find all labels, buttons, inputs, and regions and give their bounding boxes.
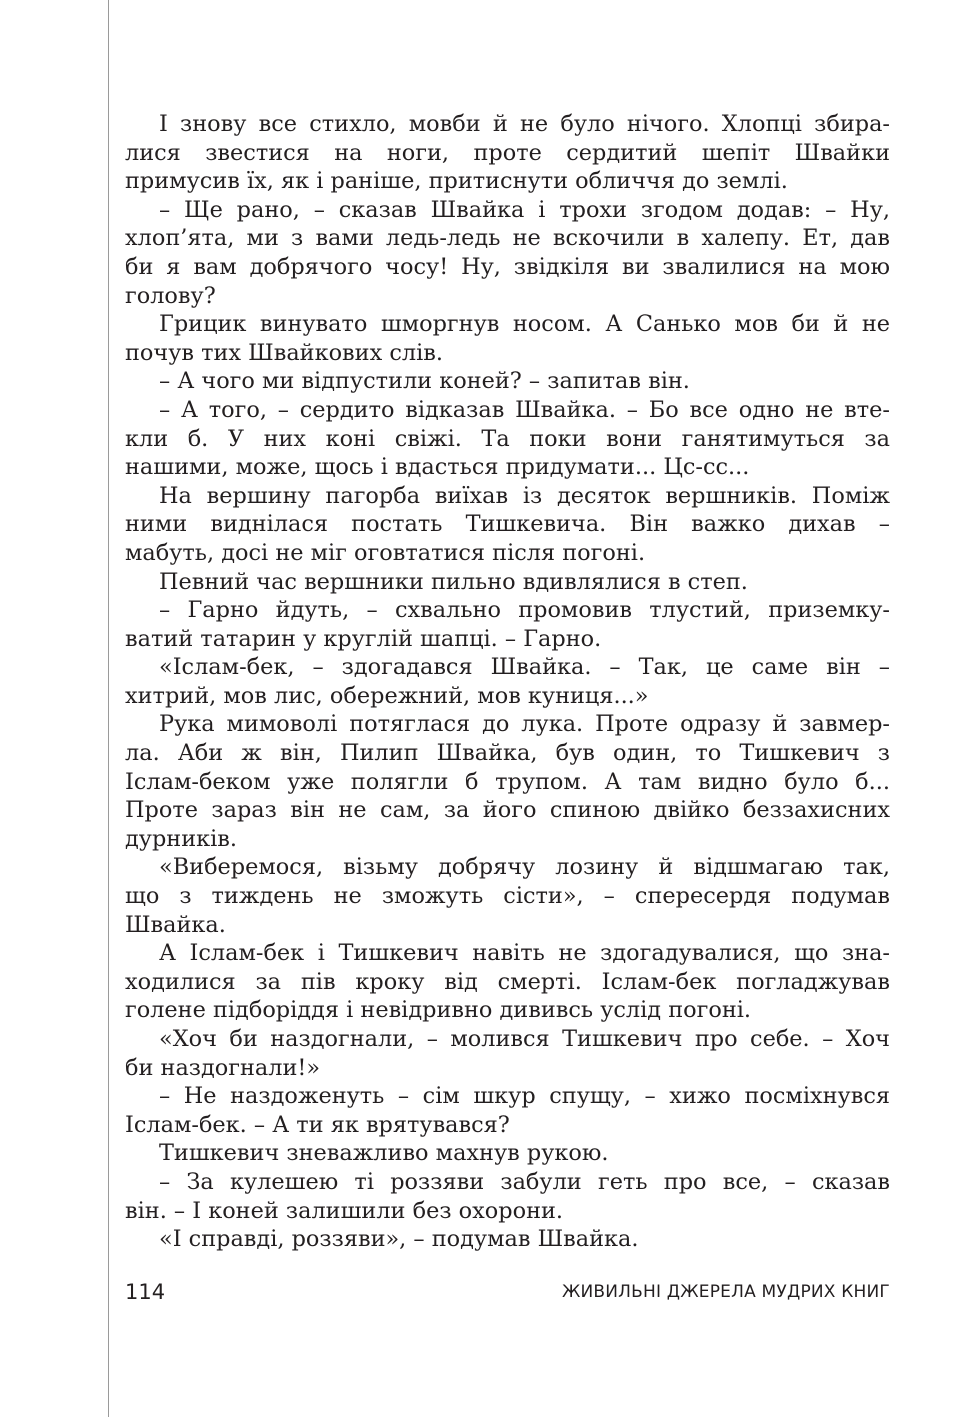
text-line: лися звестися на ноги, проте сердитий шепіт Швайки (125, 139, 890, 166)
text-line: Певний час вершники пильно вдивлялися в степ. (159, 568, 748, 595)
running-title: ЖИВИЛЬНІ ДЖЕРЕЛА МУДРИХ КНИГ (561, 1282, 890, 1302)
text-line: – Ще рано, – сказав Швайка і трохи згодом додав: – Ну, (159, 196, 890, 223)
text-line: – Гарно йдуть, – схвально промовив тлустий, приземку- (159, 597, 890, 624)
text-line: голене підборіддя і невідривно дививсь услід погоні. (125, 997, 752, 1024)
text-line: – А того, – сердито відказав Швайка. – Бо все одно не вте- (159, 396, 890, 423)
text-line: він. – І коней залишили без охорони. (125, 1197, 564, 1224)
text-line: – Не наздоженуть – сім шкур спущу, – хижо посміхнувся (159, 1083, 890, 1110)
text-line: Іслам-беком уже полягли б трупом. А там видно було б... (125, 768, 890, 795)
text-line: нашими, може, щось і вдасться придумати... Цс-сс... (125, 454, 750, 481)
text-line: На вершину пагорба виїхав із десяток вершників. Поміж (159, 482, 890, 509)
text-line: «І справді, роззяви», – подумав Швайка. (159, 1226, 639, 1253)
text-line: голову? (125, 282, 216, 309)
text-line: мабуть, досі не міг оговтатися після погоні. (125, 539, 646, 566)
text-line: – А чого ми відпустили коней? – запитав він. (159, 368, 690, 395)
text-line: ходилися за пів кроку від смерті. Іслам-бек погладжував (125, 968, 890, 995)
text-line: Рука мимоволі потяглася до лука. Проте одразу й завмер- (159, 711, 890, 738)
story-text (125, 110, 890, 1254)
page-footer (125, 1280, 890, 1310)
text-line: Грицик винувато шморгнув носом. А Санько мов би й не (159, 311, 890, 338)
text-line: Тишкевич зневажливо махнув рукою. (159, 1140, 609, 1167)
text-line: Швайка. (125, 911, 226, 938)
text-line: дурників. (125, 825, 238, 852)
text-line: би я вам добрячого чосу! Ну, звідкіля ви звалилися на мою (125, 253, 890, 280)
text-line: хлоп’ята, ми з вами ледь-ледь не вскочили в халепу. Ет, дав (125, 225, 890, 252)
text-line: «Хоч би наздогнали, – молився Тишкевич про себе. – Хоч (159, 1026, 890, 1052)
text-line: І знову все стихло, мовби й не було нічого. Хлопці збира- (159, 111, 890, 137)
text-line: ватий татарин у круглій шапці. – Гарно. (125, 625, 602, 652)
text-line: почув тих Швайкових слів. (125, 339, 443, 366)
text-line: Іслам-бек. – А ти як врятувався? (125, 1111, 510, 1138)
text-line: ла. Аби ж він, Пилип Швайка, був один, то Тишкевич з (125, 740, 890, 767)
text-line: примусив їх, як і раніше, притиснути обличчя до землі. (125, 168, 788, 195)
text-line: що з тиждень не зможуть сісти», – спересердя подумав (125, 883, 890, 910)
text-line: – За кулешею ті роззяви забули геть про все, – сказав (159, 1168, 890, 1195)
text-line: хитрий, мов лис, обережний, мов куниця...» (125, 682, 649, 709)
page-number: 114 (125, 1280, 166, 1304)
text-line: Проте зараз він не сам, за його спиною двійко беззахисних (125, 797, 890, 824)
text-line: кли б. У них коні свіжі. Та поки вони ганятимуться за (125, 425, 890, 452)
text-line: би наздогнали!» (125, 1054, 321, 1081)
text-line: «Іслам-бек, – здогадався Швайка. – Так, це саме він – (159, 654, 890, 681)
text-line: «Виберемося, візьму добрячу лозину й відшмагаю так, (159, 854, 890, 881)
text-line: ними виднілася постать Тишкевича. Він важко дихав – (125, 511, 890, 538)
text-line: А Іслам-бек і Тишкевич навіть не здогадувалися, що зна- (159, 940, 890, 967)
page-margin-rule (108, 0, 109, 1417)
